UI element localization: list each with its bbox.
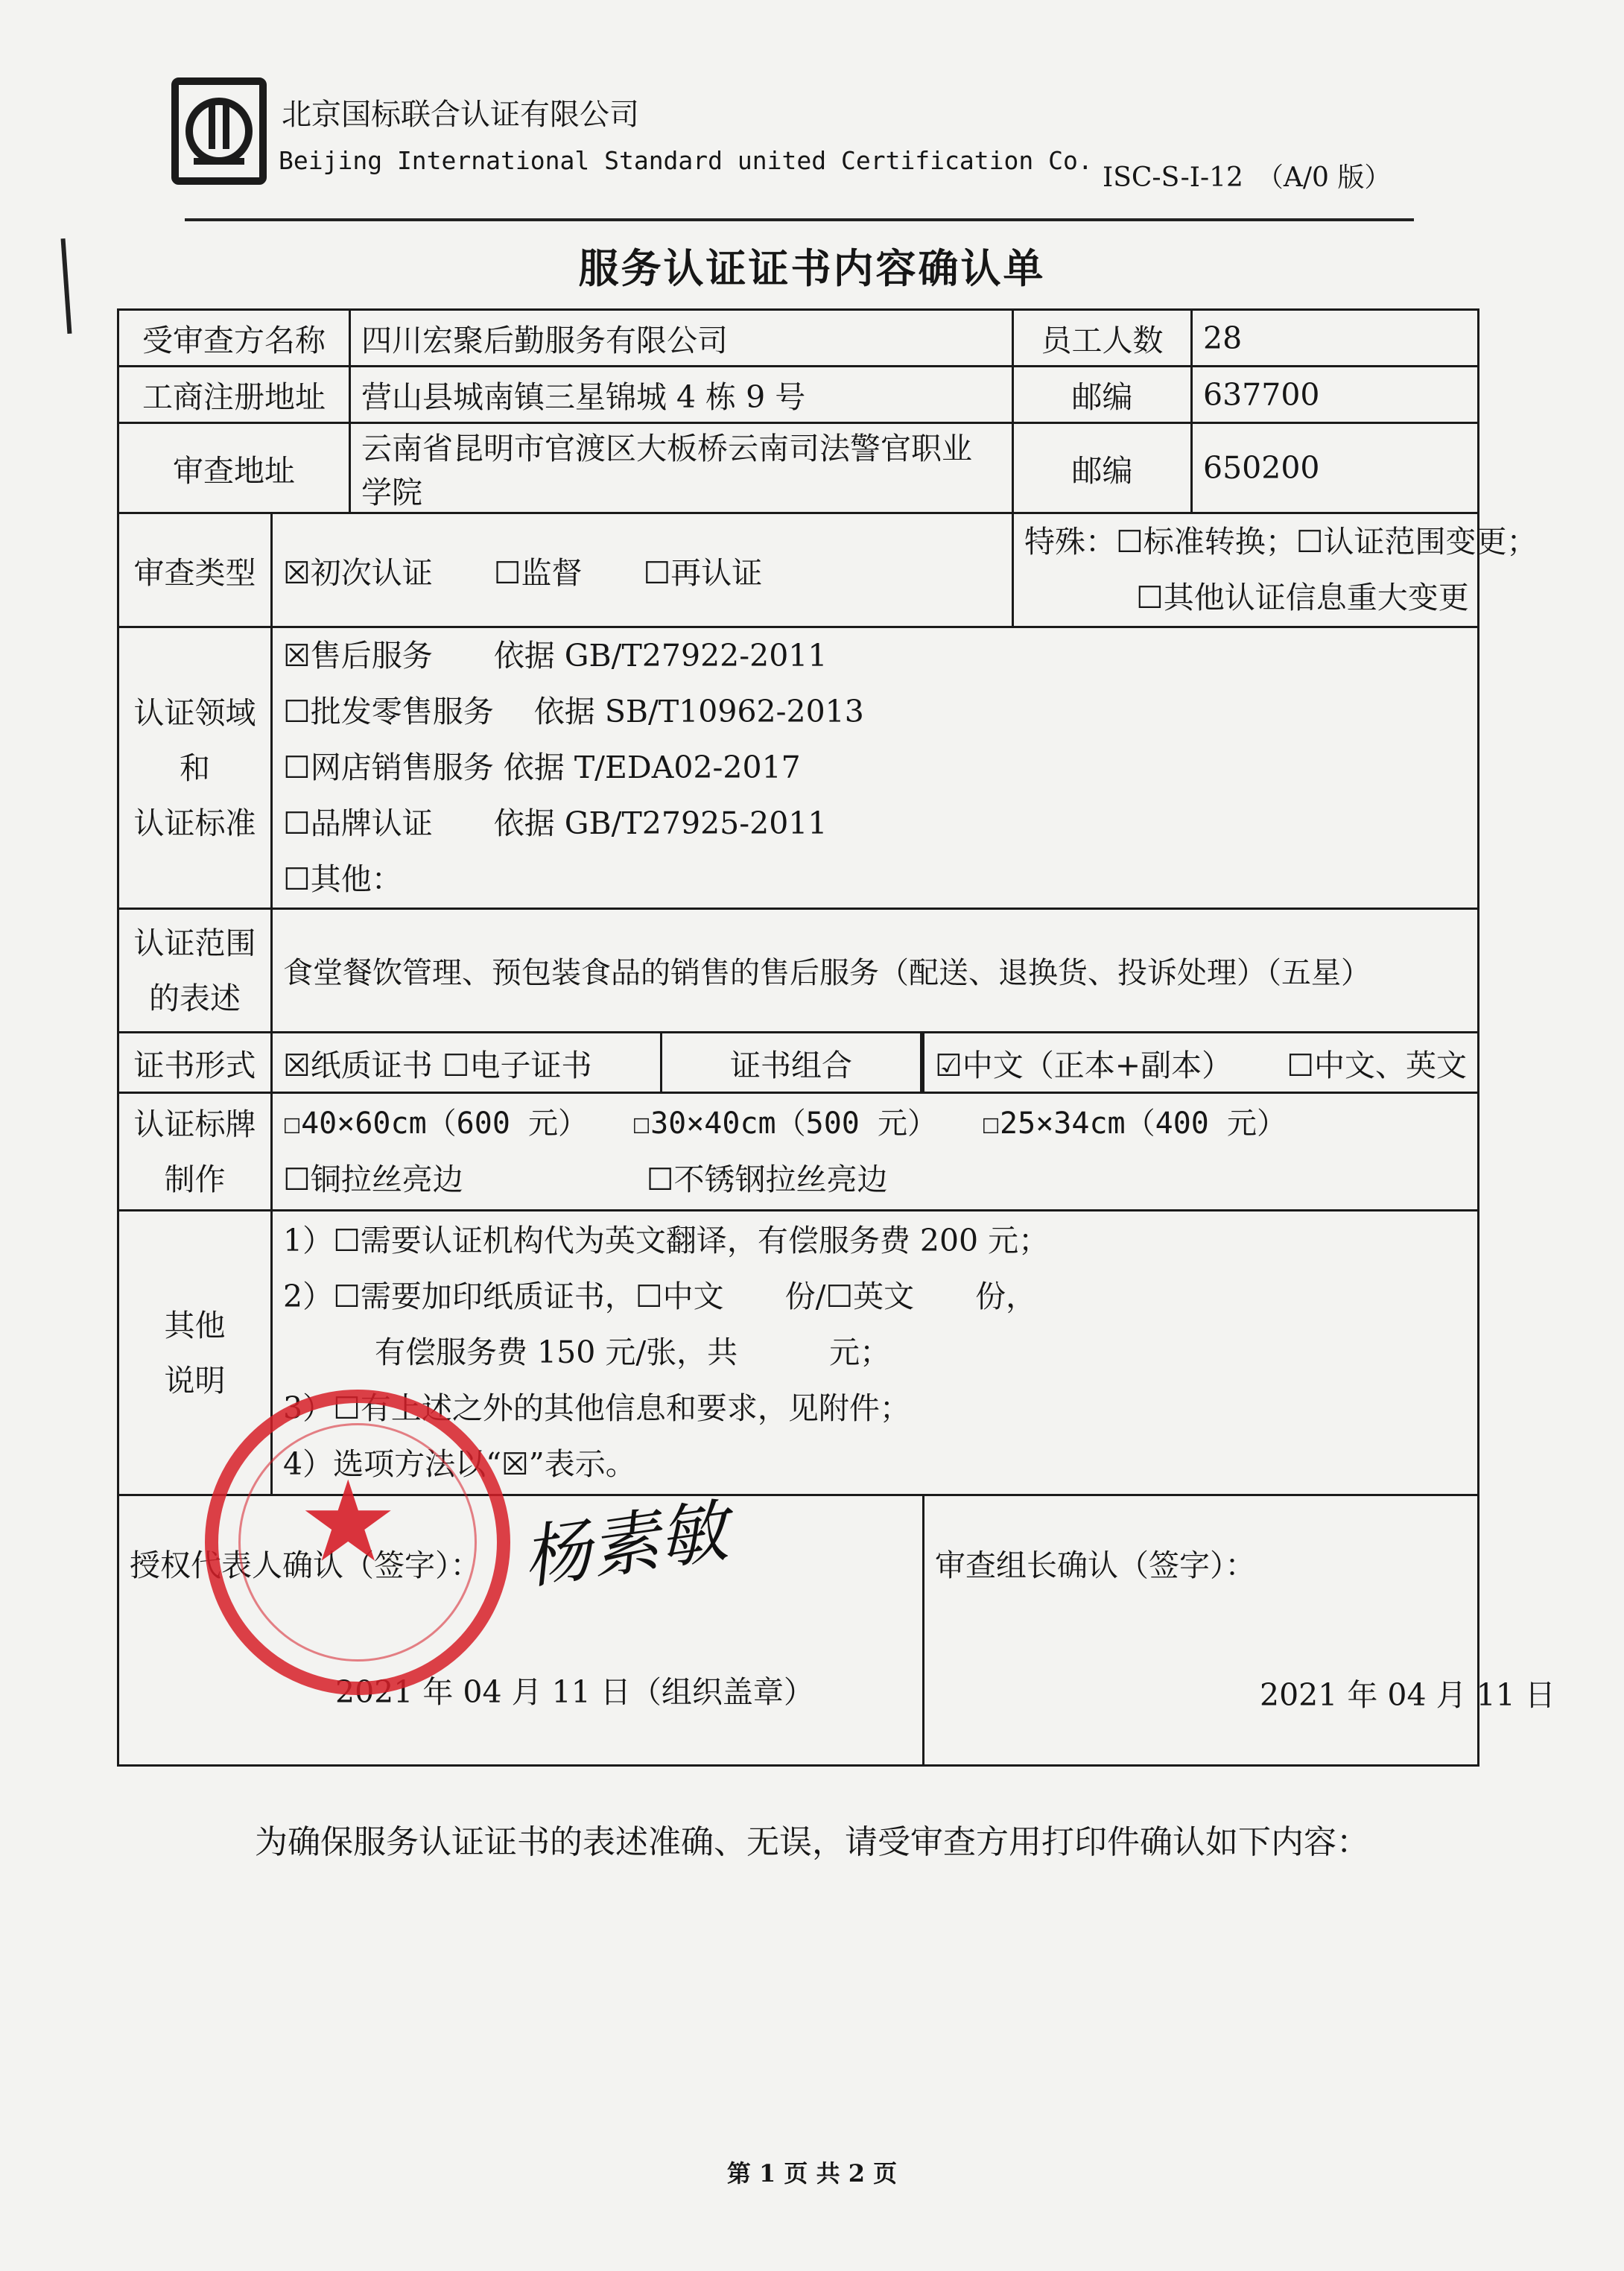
audit-address-value: 云南省昆明市官渡区大板桥云南司法警官职业学院 [350,423,1013,513]
company-logo [171,77,267,185]
cert-combo-cn: ☑中文（正本+副本） [935,1047,1233,1083]
row-audit-type [118,513,1479,627]
leader-signoff-cell [924,1495,1555,1766]
reg-postcode-label: 邮编 [1013,367,1192,423]
row-cert-field [118,627,1479,909]
plaque-label-1: 认证标牌 [133,1106,256,1142]
cert-field-label-2: 和 [180,750,210,786]
cert-form-options [272,1033,924,1093]
form-title: 服务认证证书内容确认单 [578,244,1046,292]
row-registered-address [118,367,1479,423]
cert-form-label: 证书形式 [118,1033,272,1093]
plaque-options [272,1093,1479,1211]
reg-postcode-value: 637700 [1192,367,1479,423]
logo-mark-icon [179,85,259,177]
plaque-label-2: 制作 [164,1161,226,1197]
rep-confirm-date: 2021 年 04 月 11 日（组织盖章） [335,1674,814,1710]
plaque-sizes: ☐40×60cm（600 元） ☐30×40cm（500 元） ☐25×34cm（400 元） [283,1106,1287,1141]
header-divider [185,218,1414,221]
other-note: 4）选项方法以“☒”表示。 [283,1446,636,1482]
other-note: 1）☐需要认证机构代为英文翻译，有偿服务费 200 元； [283,1223,1050,1258]
cert-field-label-3: 认证标准 [133,805,256,841]
special-line-1: 特殊：☐标准转换；☐认证范围变更； [1024,524,1538,560]
reg-address-label: 工商注册地址 [118,367,350,423]
other-note: 3）☐有上述之外的其他信息和要求，见附件； [283,1390,910,1426]
rep-confirm-label: 授权代表人确认（签字）： [130,1548,481,1583]
other-label-1: 其他 [164,1307,226,1343]
audit-postcode-label: 邮编 [1013,423,1192,513]
cert-combo-options [924,1033,1479,1093]
auditee-name: 四川宏聚后勤服务有限公司 [350,310,1013,367]
cert-field-item: ☐网店销售服务 依据 T/EDA02-2017 [283,750,801,785]
document-code: ISC-S-I-12 （A/0 版） [1103,162,1392,193]
leader-confirm-label: 审查组长确认（签字）： [935,1548,1256,1583]
auditee-label: 受审查方名称 [118,310,350,367]
cert-field-label [118,627,272,909]
cert-field-options [272,627,1479,909]
scope-value: 食堂餐饮管理、预包装食品的销售的售后服务（配送、退换货、投诉处理）（五星） [272,909,1479,1033]
row-audit-address [118,423,1479,513]
staff-count-value: 28 [1192,310,1479,367]
cert-form-choices: ☒纸质证书 ☐电子证书 [273,1033,662,1092]
company-name-cn: 北京国标联合认证有限公司 [282,98,639,132]
audit-postcode-value: 650200 [1192,423,1479,513]
row-plaque [118,1093,1479,1211]
row-cert-form [118,1033,1479,1093]
special-line-2: ☐其他认证信息重大变更 [1136,580,1469,615]
scope-label [118,909,272,1033]
scope-label-1: 认证范围 [133,925,256,961]
audit-type-label: 审查类型 [118,513,272,627]
cert-field-item: ☐其他： [283,861,402,897]
cert-field-label-1: 认证领域 [133,694,256,731]
leader-confirm-date: 2021 年 04 月 11 日 [1260,1677,1555,1713]
reg-address-value: 营山县城南镇三星锦城 4 栋 9 号 [350,367,1013,423]
plaque-materials: ☐铜拉丝亮边 ☐不锈钢拉丝亮边 [283,1161,888,1197]
cert-field-item: ☐批发零售服务 依据 SB/T10962-2013 [283,694,864,729]
cert-field-item: ☐品牌认证 依据 GB/T27925-2011 [283,805,828,841]
scope-label-2: 的表述 [149,980,241,1016]
cert-combo-label: 证书组合 [662,1033,922,1092]
other-note: 2）☐需要加印纸质证书，☐中文 份/☐英文 份， [283,1279,1037,1314]
cert-field-item: ☒售后服务 依据 GB/T27922-2011 [283,638,828,674]
cert-combo-cn-en: ☐中文、英文 [1287,1047,1467,1083]
other-label-2: 说明 [164,1362,226,1399]
seal-star-icon: ★ [298,1457,399,1587]
company-name-en: Beijing International Standard united Certification Co. [279,146,1093,175]
rep-signature: 杨素敏 [517,1491,733,1599]
page-number: 第 1 页 共 2 页 [726,2159,898,2188]
audit-address-label: 审查地址 [118,423,350,513]
plaque-label [118,1093,272,1211]
audit-type-special [1013,513,1538,627]
bottom-note: 为确保服务认证证书的表述准确、无误，请受审查方用打印件确认如下内容： [255,1823,1369,1861]
row-auditee [118,310,1479,367]
staff-count-label: 员工人数 [1013,310,1192,367]
other-note: 有偿服务费 150 元/张，共 元； [283,1334,891,1370]
row-scope [118,909,1479,1033]
audit-type-options: ☒初次认证 ☐监督 ☐再认证 [272,513,1013,627]
